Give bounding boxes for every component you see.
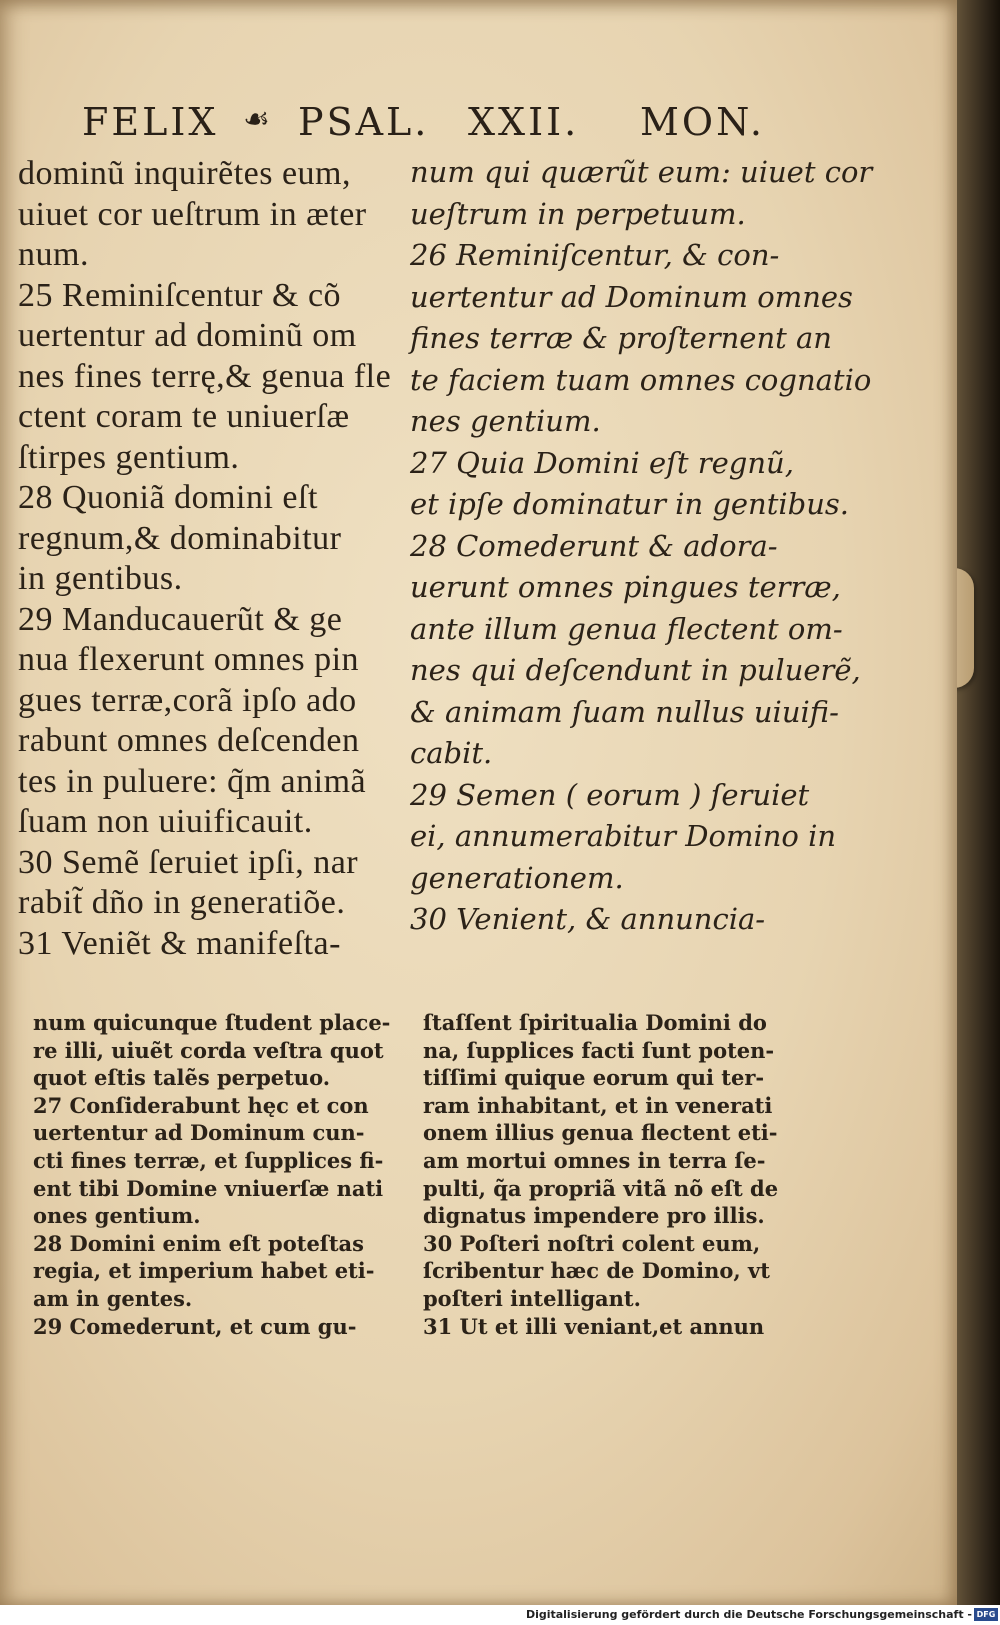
latin-italic-column xyxy=(410,155,873,975)
running-header xyxy=(0,100,957,160)
text-line: 27 Quia Domini eſt regnũ, xyxy=(410,445,794,480)
text-line: onem illius genua flectent eti- xyxy=(423,1120,778,1146)
text-line: 27 Conſiderabunt hęc et con xyxy=(33,1092,369,1118)
header-right: MON. xyxy=(640,100,765,144)
text-line: 31 Veniẽt & manifeſta- xyxy=(18,924,341,962)
text-line: nua flexerunt omnes pin xyxy=(18,641,360,678)
text-line: ones gentium. xyxy=(33,1203,201,1229)
text-line: na, ſupplices facti ſunt poten- xyxy=(423,1037,775,1063)
text-line: rabunt omnes deſcenden xyxy=(18,722,360,759)
text-line: ſtirpes gentium. xyxy=(18,438,240,476)
footer-bar xyxy=(0,1605,1000,1625)
text-line: nes fines terrę,& genua fle xyxy=(18,357,392,395)
header-left: FELIX xyxy=(82,100,219,144)
header-psal: PSAL. xyxy=(298,100,430,144)
text-line: ctent coram te uniuerſæ xyxy=(18,398,350,435)
text-line: am in gentes. xyxy=(33,1286,193,1311)
text-line: & animam ſuam nullus uiuifi- xyxy=(410,694,839,729)
text-line: 30 Venient, & annuncia- xyxy=(410,902,766,936)
dfg-logo: DFG xyxy=(974,1608,998,1621)
text-line: cabit. xyxy=(410,736,493,770)
text-line: 26 Reminiſcentur, & con- xyxy=(410,238,780,272)
text-line: generationem. xyxy=(410,860,624,895)
text-line: ſtaſſent ſpiritualia Domini do xyxy=(423,1010,767,1035)
text-line: ram inhabitant, et in venerati xyxy=(423,1092,773,1118)
text-line: poſteri intelligant. xyxy=(423,1286,641,1311)
header-number: XXII. xyxy=(468,100,580,144)
text-line: 29 Comederunt, et cum gu- xyxy=(33,1313,357,1339)
text-line: fines terræ & proſternent an xyxy=(410,321,832,355)
text-line: 28 Domini enim eſt poteſtas xyxy=(33,1230,364,1256)
text-line: gues terræ,corã ipſo ado xyxy=(18,681,357,719)
text-line: ſcribentur hæc de Domino, vt xyxy=(423,1258,770,1284)
text-line: num. xyxy=(18,236,89,273)
text-line: ſuam non uiuificauit. xyxy=(18,803,313,840)
text-line: uiuet cor ueſtrum in æter xyxy=(18,195,367,233)
text-line: ueſtrum in perpetuum. xyxy=(410,196,746,231)
text-line: nes gentium. xyxy=(410,404,601,438)
text-line: uertentur ad dominũ om xyxy=(18,317,357,354)
text-line: regia, et imperium habet eti- xyxy=(33,1258,375,1284)
funding-credit: Digitalisierung gefördert durch die Deutsche Forschungsgemeinschaft - xyxy=(525,1608,972,1621)
text-line: 30 Semẽ ſeruiet ipſi, nar xyxy=(18,843,359,881)
text-line: in gentibus. xyxy=(18,560,183,597)
text-line: 29 Manducauerũt & ge xyxy=(18,600,343,638)
text-line: regnum,& dominabitur xyxy=(18,519,342,557)
text-line: 29 Semen ( eorum ) ſeruiet xyxy=(410,777,810,812)
text-line: num quicunque ſtudent place- xyxy=(33,1010,391,1035)
text-line: 30 Poſteri noſtri colent eum, xyxy=(423,1230,761,1256)
text-line: tes in puluere: q̃m animã xyxy=(18,762,367,800)
text-line: am mortui omnes in terra ſe- xyxy=(423,1148,766,1173)
latin-roman-column xyxy=(18,155,418,975)
text-line: rabit̃ dño in generatiõe. xyxy=(18,884,346,921)
text-line: ei, annumerabitur Domino in xyxy=(410,819,837,853)
text-line: uertentur ad Dominum cun- xyxy=(33,1120,365,1146)
text-line: te faciem tuam omnes cognatio xyxy=(410,362,872,397)
text-line: 28 Quoniã domini eſt xyxy=(18,479,318,516)
fleuron-icon: ☙ xyxy=(243,102,273,137)
text-line: quot eſtis talẽs perpetuo. xyxy=(33,1065,331,1091)
text-line: pulti, q̃a propriã vitã nõ eſt de xyxy=(423,1175,779,1201)
text-line: 25 Reminiſcentur & cõ xyxy=(18,276,342,314)
text-line: 28 Comederunt & adora- xyxy=(410,528,778,563)
commentary-right-column xyxy=(423,1010,808,1340)
text-line: tiſſimi quique eorum qui ter- xyxy=(423,1065,765,1091)
text-line: uertentur ad Dominum omnes xyxy=(410,279,853,314)
text-line: et ipſe dominatur in gentibus. xyxy=(410,487,850,521)
text-line: ante illum genua flectent om- xyxy=(410,611,843,646)
page-edge-stack xyxy=(952,0,1000,1605)
text-line: ent tibi Domine vniuerſæ nati xyxy=(33,1175,384,1201)
commentary-left-column xyxy=(33,1010,408,1340)
text-line: nes qui deſcendunt in puluerẽ, xyxy=(410,653,861,687)
text-line: uerunt omnes pingues terræ, xyxy=(410,570,841,604)
text-line: dominũ inquirẽtes eum, xyxy=(18,155,352,192)
text-line: cti fines terræ, et ſupplices fi- xyxy=(33,1148,384,1173)
text-line: 31 Ut et illi veniant,et annun xyxy=(423,1313,765,1339)
text-line: num qui quærũt eum: uiuet cor xyxy=(410,155,873,189)
text-line: dignatus impendere pro illis. xyxy=(423,1203,765,1229)
text-line: re illi, uiuẽt corda veſtra quot xyxy=(33,1037,384,1063)
